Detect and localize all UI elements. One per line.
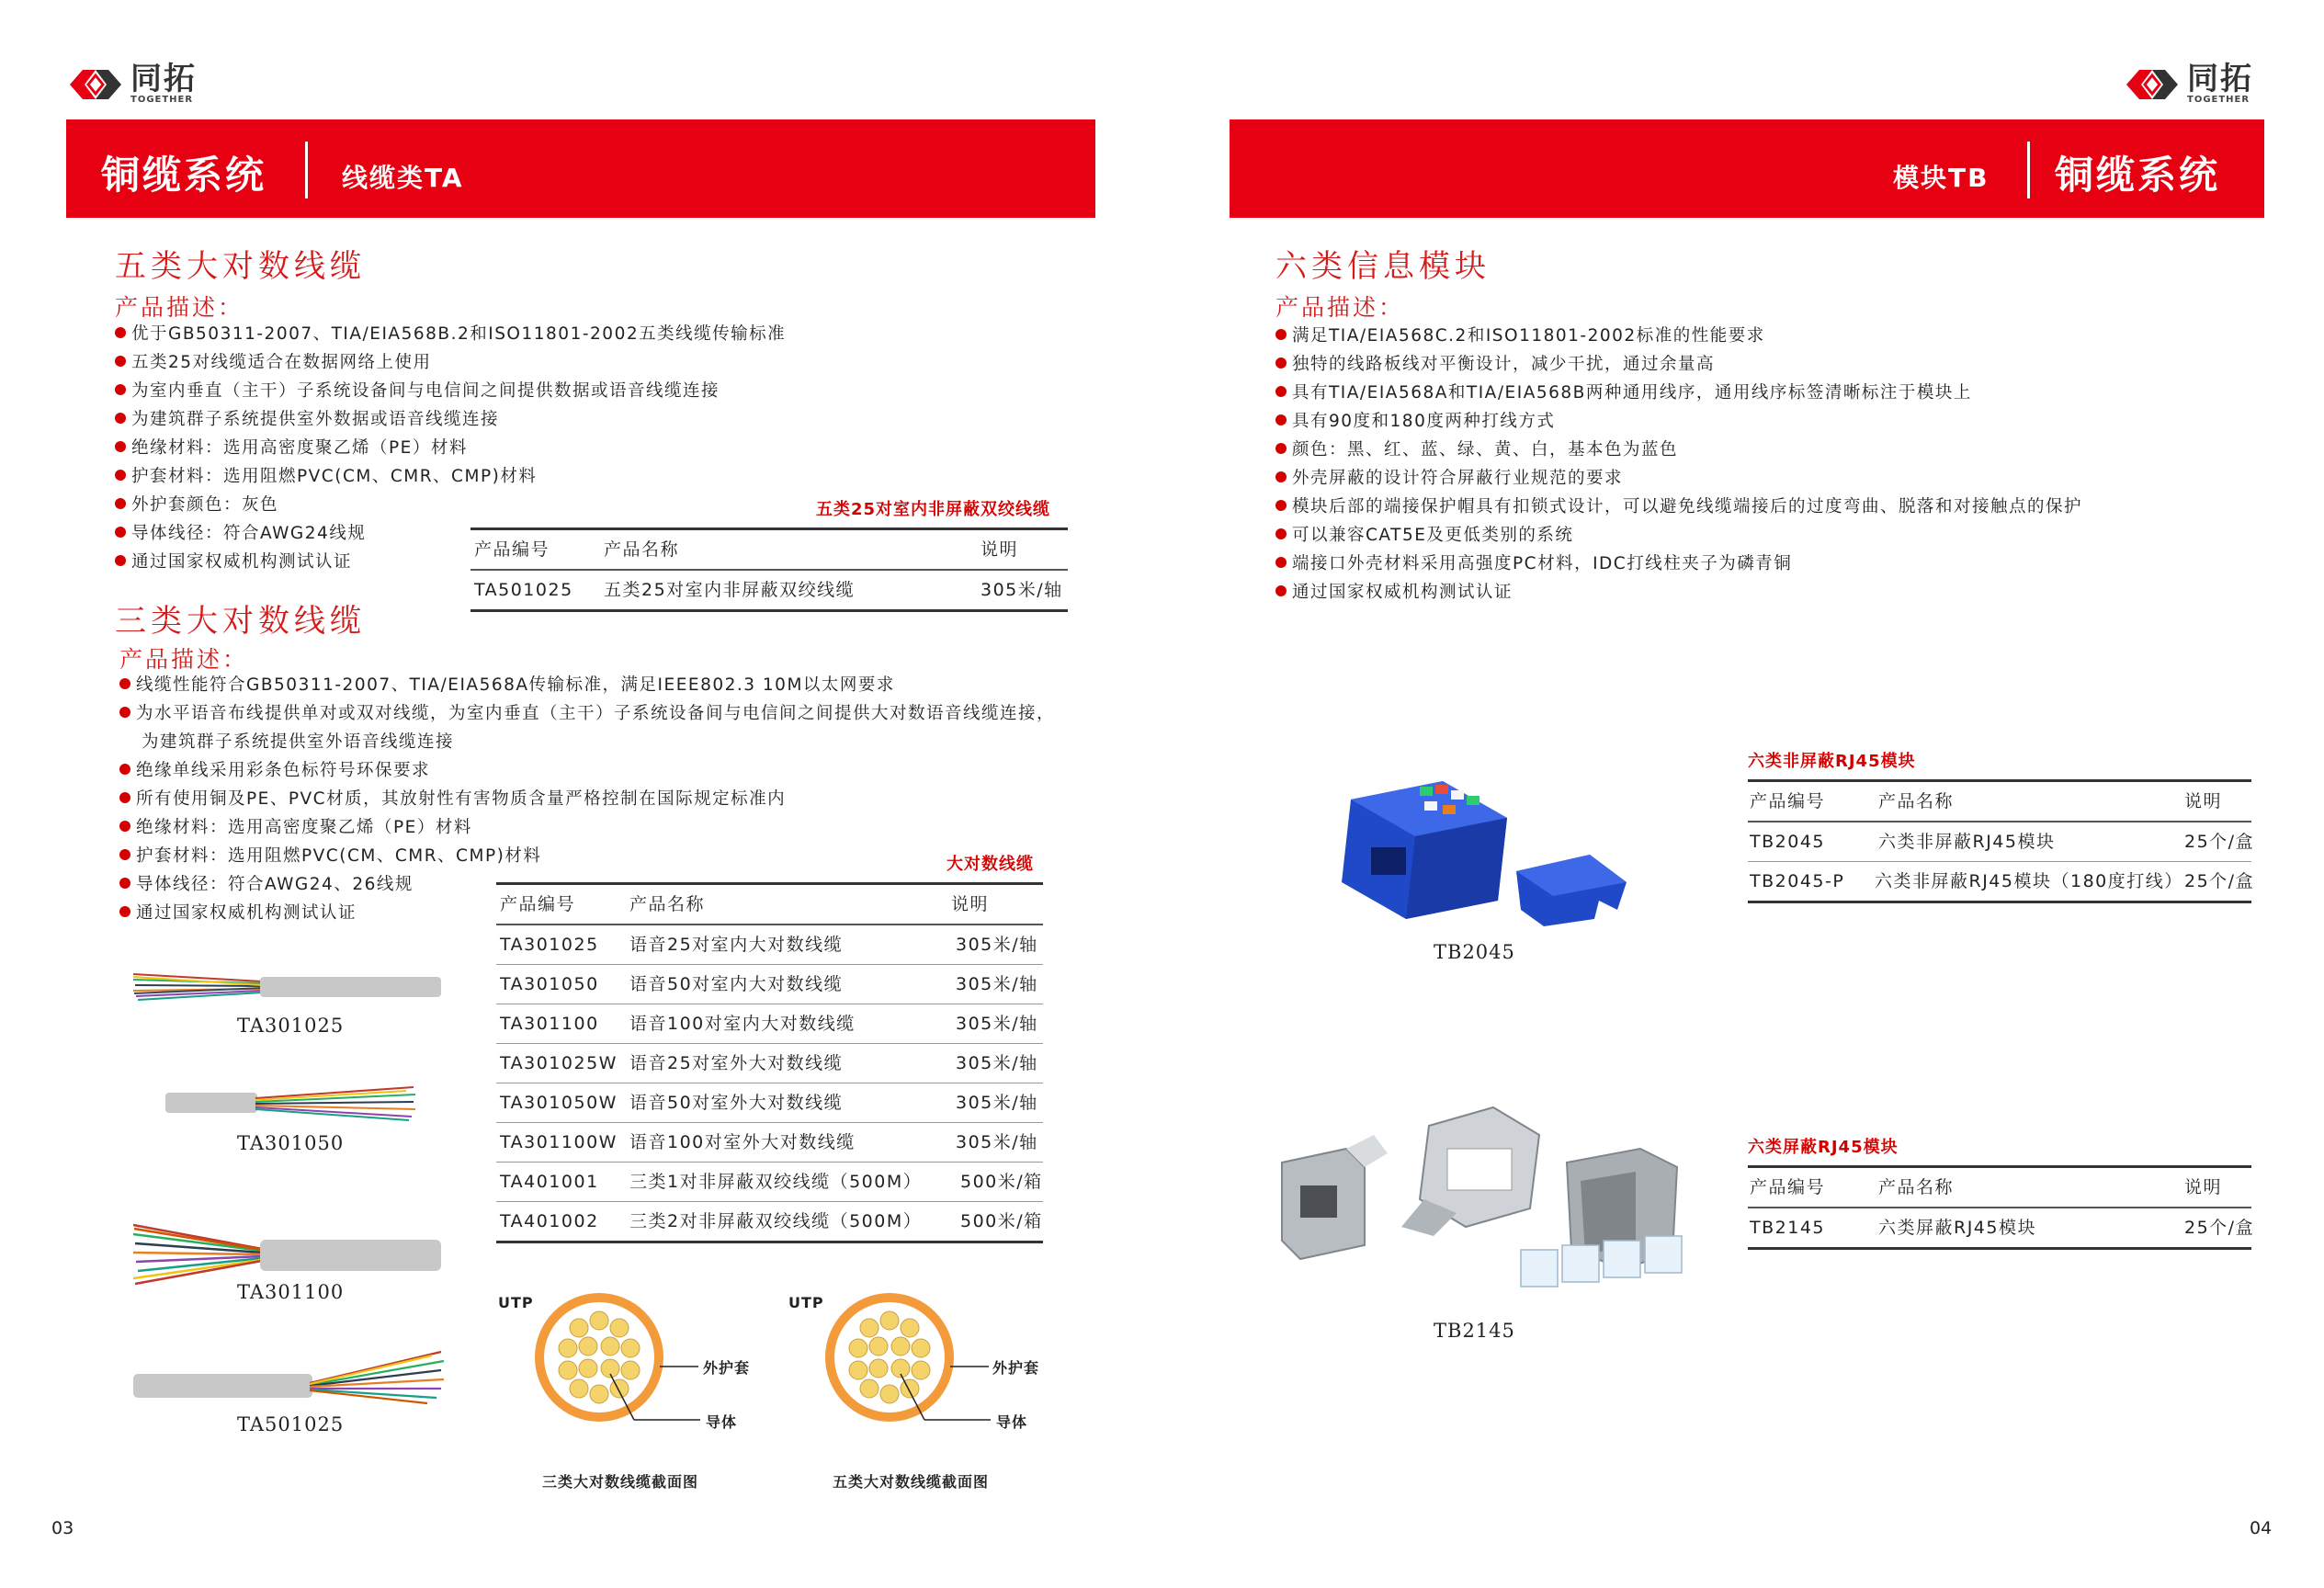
- list-item: 为建筑群子系统提供室外数据或语音线缆连接: [115, 405, 786, 434]
- list-item: 外护套颜色：灰色: [115, 491, 786, 519]
- cable-image-ta501025: [133, 1346, 446, 1415]
- product-table-stp-module: [1748, 1165, 2255, 1250]
- list-item: 绝缘单线采用彩条色标符号环保要求: [119, 756, 1055, 785]
- photo-caption: TB2145: [1434, 1320, 1515, 1342]
- desc-label: 产品描述：: [119, 646, 249, 673]
- table-row: TA401001 三类1对非屏蔽双绞线缆（500M） 500米/箱: [496, 1163, 1043, 1202]
- list-item: 五类25对线缆适合在数据网络上使用: [115, 348, 786, 377]
- diagram-tag: UTP: [788, 1294, 824, 1311]
- logo-text: 同拓: [2187, 61, 2253, 97]
- page-number-left: 03: [51, 1518, 74, 1538]
- table-caption: 五类25对室内非屏蔽双绞线缆: [816, 500, 1051, 519]
- product-table-utp-module: [1748, 779, 2255, 903]
- section-title-cat5: 五类大对数线缆: [115, 248, 366, 285]
- list-item: 护套材料：选用阻燃PVC(CM、CMR、CMP)材料: [115, 462, 786, 491]
- desc-label: 产品描述：: [115, 294, 244, 321]
- logo-subtext: TOGETHER: [2187, 95, 2250, 105]
- table-row: TA301050 语音50对室内大对数线缆 305米/轴: [496, 965, 1043, 1004]
- diagram-caption: 三类大对数线缆截面图: [542, 1473, 699, 1491]
- list-item: 颜色：黑、红、蓝、绿、黄、白，基本色为蓝色: [1275, 436, 2082, 464]
- list-item: 为室内垂直（主干）子系统设备间与电信间之间提供数据或语音线缆连接: [115, 377, 786, 405]
- section-title-cat3: 三类大对数线缆: [115, 603, 366, 640]
- list-item: 具有90度和180度两种打线方式: [1275, 407, 2082, 436]
- table-header-row: 产品编号 产品名称 说明: [496, 885, 1043, 925]
- list-item: 优于GB50311-2007、TIA/EIA568B.2和ISO11801-2002五类线缆传输标准: [115, 320, 786, 348]
- banner-title: 铜缆系统: [101, 153, 267, 198]
- cable-image-ta301050: [165, 1080, 418, 1126]
- table-caption: 大对数线缆: [947, 855, 1034, 874]
- table-header-row: 产品编号 产品名称 说明: [470, 530, 1068, 571]
- logo-mark-icon: [66, 62, 125, 107]
- table-row: TA501025 五类25对室内非屏蔽双绞线缆 305米/轴: [474, 580, 1063, 600]
- cable-image-ta301025: [133, 963, 441, 1009]
- list-item: 端接口外壳材料采用高强度PC材料，IDC打线柱夹子为磷青铜: [1275, 550, 2082, 578]
- right-banner: [1230, 119, 2264, 218]
- list-item: 线缆性能符合GB50311-2007、TIA/EIA568A传输标准，满足IEEE802.3 10M以太网要求: [119, 671, 1055, 699]
- table-row: TB2145 六类屏蔽RJ45模块 25个/盒: [1750, 1218, 2255, 1238]
- banner-subtitle: 线缆类TA: [342, 163, 464, 193]
- diagram-label-conductor: 导体: [706, 1413, 738, 1431]
- diagram-caption: 五类大对数线缆截面图: [833, 1473, 990, 1491]
- list-item: 通过国家权威机构测试认证: [115, 548, 786, 576]
- left-banner: [66, 119, 1095, 218]
- cable-caption: TA301100: [237, 1281, 345, 1303]
- table-header-row: 产品编号 产品名称 说明: [1748, 1168, 2251, 1208]
- section-title-cat6-module: 六类信息模块: [1275, 248, 1491, 285]
- table-row: TA401002 三类2对非屏蔽双绞线缆（500M） 500米/箱: [500, 1211, 1043, 1231]
- list-item: 导体线径：符合AWG24、26线规: [119, 870, 1055, 899]
- photo-caption: TB2045: [1434, 941, 1515, 963]
- table-row: TA301100 语音100对室内大对数线缆 305米/轴: [496, 1004, 1043, 1044]
- product-image-tb2145: [1273, 1098, 1695, 1305]
- product-table-cat5: [470, 527, 1068, 612]
- list-item: 绝缘材料：选用高密度聚乙烯（PE）材料: [119, 813, 1055, 842]
- table-row: TA301050W 语音50对室外大对数线缆 305米/轴: [496, 1083, 1043, 1123]
- list-item: 外壳屏蔽的设计符合屏蔽行业规范的要求: [1275, 464, 2082, 493]
- page-number-right: 04: [2250, 1518, 2273, 1538]
- list-item: 独特的线路板线对平衡设计，减少干扰，通过余量高: [1275, 350, 2082, 379]
- banner-divider: [2027, 142, 2030, 198]
- banner-title: 铜缆系统: [2055, 153, 2221, 198]
- brand-logo-right: [2123, 62, 2253, 107]
- cable-image-ta301100: [133, 1218, 441, 1291]
- diagram-tag: UTP: [498, 1294, 534, 1311]
- list-item: 护套材料：选用阻燃PVC(CM、CMR、CMP)材料: [119, 842, 1055, 870]
- product-image-tb2045: [1332, 763, 1645, 928]
- list-item: 可以兼容CAT5E及更低类别的系统: [1275, 521, 2082, 550]
- list-item: 为水平语音布线提供单对或双对线缆，为室内垂直（主干）子系统设备间与电信间之间提供大对数语音线缆连接，: [119, 699, 1055, 728]
- product-table-cat3: [496, 882, 1043, 1243]
- banner-subtitle: 模块TB: [1893, 163, 1990, 193]
- bullet-list-cat6: [1275, 322, 2082, 607]
- table-caption: 六类非屏蔽RJ45模块: [1748, 752, 1916, 771]
- list-item: 模块后部的端接保护帽具有扣锁式设计，可以避免线缆端接后的过度弯曲、脱落和对接触点的保护: [1275, 493, 2082, 521]
- table-row: TA301100W 语音100对室外大对数线缆 305米/轴: [496, 1123, 1043, 1163]
- list-item: 绝缘材料：选用高密度聚乙烯（PE）材料: [115, 434, 786, 462]
- table-row: TB2045 六类非屏蔽RJ45模块 25个/盒: [1748, 822, 2251, 862]
- cable-caption: TA301025: [237, 1015, 345, 1037]
- list-item: 所有使用铜及PE、PVC材质，其放射性有害物质含量严格控制在国际规定标准内: [119, 785, 1055, 813]
- table-row: TA301025 语音25对室内大对数线缆 305米/轴: [496, 925, 1043, 965]
- brand-logo-left: [66, 62, 197, 107]
- list-item: 导体线径：符合AWG24线规: [115, 519, 786, 548]
- cable-caption: TA501025: [237, 1413, 345, 1435]
- table-row: TB2045-P 六类非屏蔽RJ45模块（180度打线） 25个/盒: [1750, 871, 2255, 891]
- list-item: 通过国家权威机构测试认证: [1275, 578, 2082, 607]
- list-item: 满足TIA/EIA568C.2和ISO11801-2002标准的性能要求: [1275, 322, 2082, 350]
- table-row: TA301025W 语音25对室外大对数线缆 305米/轴: [496, 1044, 1043, 1083]
- logo-mark-icon: [2123, 62, 2182, 107]
- list-item: 为建筑群子系统提供室外语音线缆连接: [142, 732, 455, 752]
- cable-caption: TA301050: [237, 1132, 345, 1154]
- diagram-label-jacket: 外护套: [703, 1359, 751, 1377]
- banner-divider: [305, 142, 308, 198]
- diagram-label-conductor: 导体: [996, 1413, 1028, 1431]
- list-item: 具有TIA/EIA568A和TIA/EIA568B两种通用线序，通用线序标签清晰标注于模块上: [1275, 379, 2082, 407]
- table-caption: 六类屏蔽RJ45模块: [1748, 1138, 1899, 1157]
- logo-subtext: TOGETHER: [130, 95, 194, 105]
- logo-text: 同拓: [130, 61, 197, 97]
- diagram-label-jacket: 外护套: [992, 1359, 1040, 1377]
- table-header-row: 产品编号 产品名称 说明: [1748, 782, 2251, 822]
- desc-label: 产品描述：: [1275, 294, 1405, 321]
- list-item: 通过国家权威机构测试认证: [119, 899, 1055, 927]
